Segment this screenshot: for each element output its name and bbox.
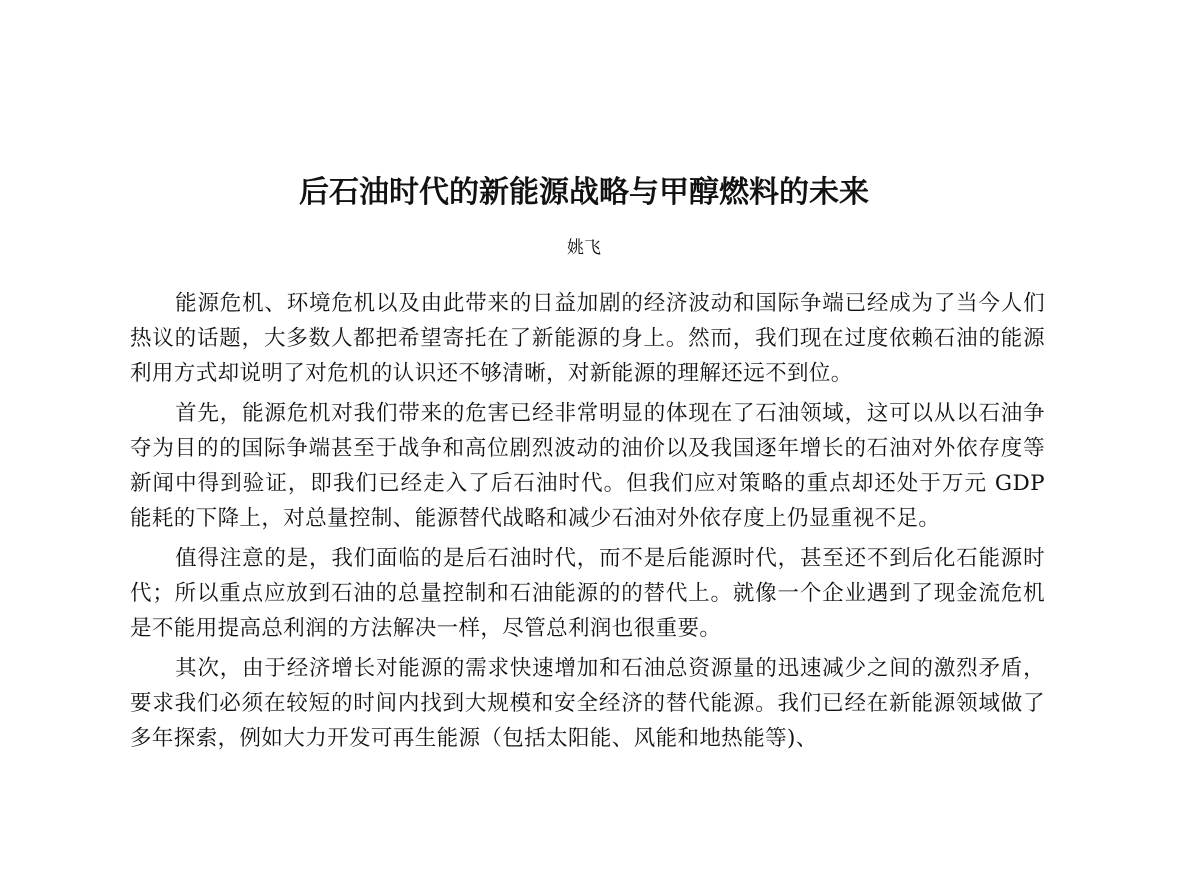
author-name: 姚飞 xyxy=(567,238,601,258)
article-body xyxy=(130,286,1045,756)
paragraph-3: 值得注意的是，我们面临的是后石油时代，而不是后能源时代，甚至还不到后化石能源时代；所以重点应放到石油的总量控制和石油能源的的替代上。就像一个企业遇到了现金流危机是不能用提高总利润的方法解决一样，尽管总利润也很重要。 xyxy=(130,546,1045,641)
document-title: 后石油时代的新能源战略与甲醇燃料的未来 xyxy=(299,175,869,210)
paragraph-1: 能源危机、环境危机以及由此带来的日益加剧的经济波动和国际争端已经成为了当今人们热议的话题，大多数人都把希望寄托在了新能源的身上。然而，我们现在过度依赖石油的能源利用方式却说明了对危机的认识还不够清晰，对新能源的理解还远不到位。 xyxy=(130,291,1045,386)
paragraph-2: 首先，能源危机对我们带来的危害已经非常明显的体现在了石油领域，这可以从以石油争夺为目的的国际争端甚至于战争和高位剧烈波动的油价以及我国逐年增长的石油对外依存度等新闻中得到验证，即我们已经走入了后石油时代。但我们应对策略的重点却还处于万元 GDP 能耗的下降上，对总量控制、能源替代战略和减少石油对外依存度上仍显重视不足。 xyxy=(130,401,1045,531)
paragraph-4: 其次，由于经济增长对能源的需求快速增加和石油总资源量的迅速减少之间的激烈矛盾，要求我们必须在较短的时间内找到大规模和安全经济的替代能源。我们已经在新能源领域做了多年探索，例如大力开发可再生能源（包括太阳能、风能和地热能等)、 xyxy=(130,656,1045,751)
